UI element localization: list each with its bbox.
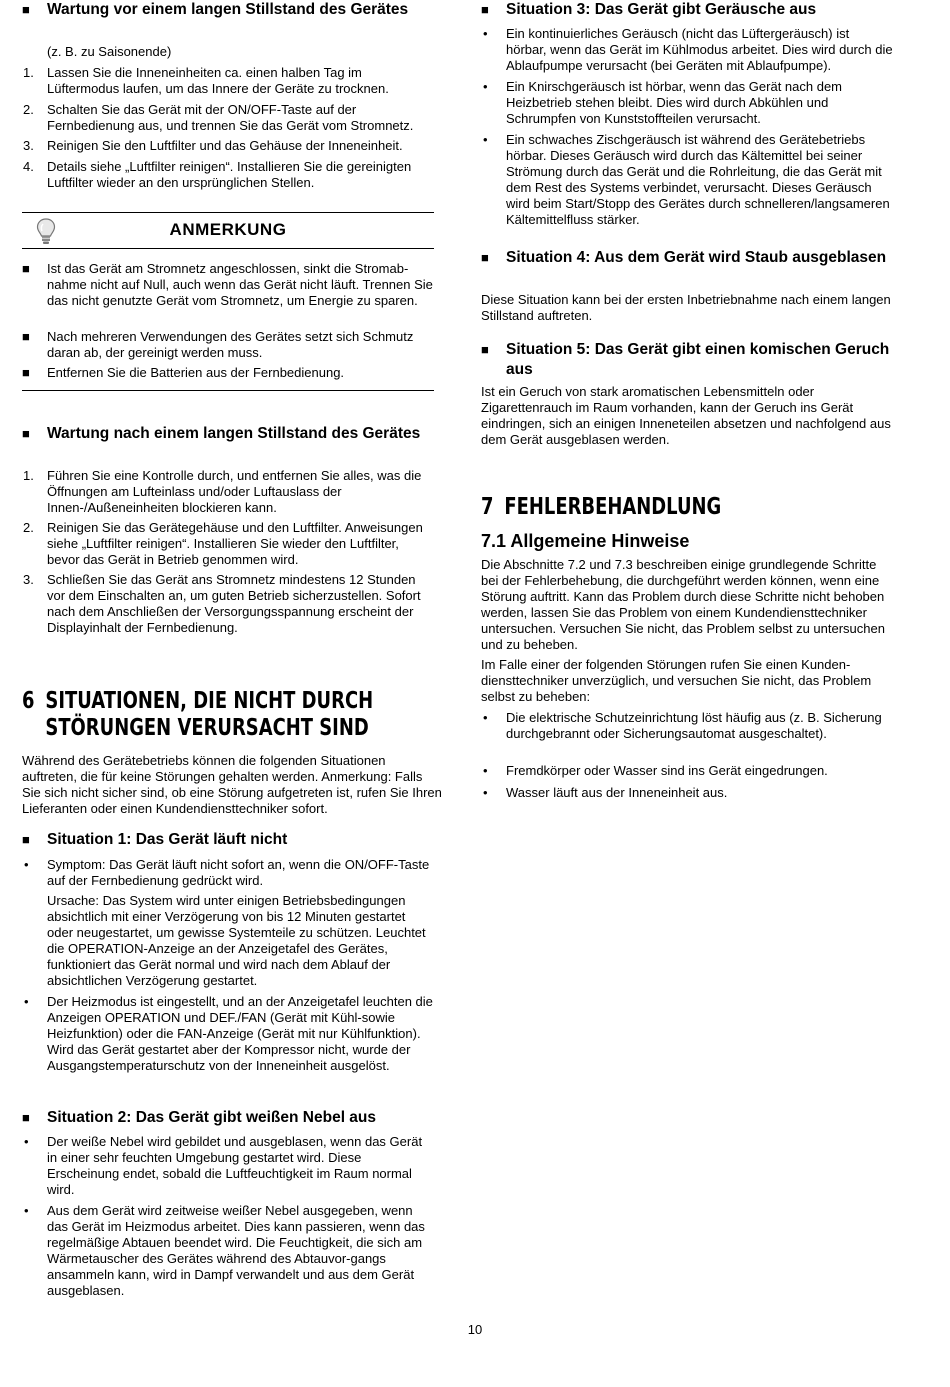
note-title-rule [22,248,434,249]
note-item: ■ Ist das Gerät am Stromnetz angeschlossen, sinkt die Stromab-nahme nicht auf Null, auch wenn das Gerät nicht läuft. Trennen Sie das nicht genutzte Gerät vom Stromnetz, um Energie zu sparen. [22,261,433,308]
bullet-item-continuation: Ursache: Das System wird unter einigen Betriebsbedingungen absichtlich mit einer Verzögerung von bis 12 Minuten gestartet oder neugestartet, um gewisse Systemteile zu schützen. Leuchtet die OPERATION-Anzeige an der Anzeigetafel des Gerätes, funktioniert das Gerät normal und wird nach dem Ablauf der absichtlichen Verzögerung gestartet. [47,893,426,988]
heading-situation-3: ■ Situation 3: Das Gerät gibt Geräusche aus [481,1,817,18]
bullet-item: • Ein kontinuierliches Geräusch (nicht das Lüftergeräusch) ist hörbar, wenn das Gerät im Kühlmodus arbeitet. Dies wird durch die Ablaufpumpe verursacht (bei Geräten mit Ablaufpumpe). [483,26,893,73]
bullet-item: • Ein Knirschgeräusch ist hörbar, wenn das Gerät nach dem Heizbetrieb stehen bleibt. Dies wird durch Abkühlen und Schrumpfen von Kunststoffteilen verursacht. [483,79,843,126]
situation-5-text: Ist ein Geruch von stark aromatischen Lebensmitteln oder Zigarettenrauch im Raum vorhanden, kann der Geruch ins Gerät eindringen, sich an einigen Inneneteilen absetzen und nachfolgend aus dem Gerät ausgeblasen werden. [481,384,891,447]
note-item: ■ Nach mehreren Verwendungen des Gerätes setzt sich Schmutz daran ab, der gereinigt werden muss. [22,329,414,360]
bullet-item: • Der weiße Nebel wird gebildet und ausgeblasen, wenn das Gerät in einer sehr feuchten Umgebung gestartet wird. Diese Erscheinung endet, sobald die Luftfeuchtigkeit im Raum normal wird. [24,1134,423,1197]
note-item: ■ Entfernen Sie die Batterien aus der Fernbedienung. [22,365,345,380]
list-item: 4. Details siehe „Luftfilter reinigen“. Installieren Sie die gereinigten Luftfilter wieder an den ursprünglichen Stellen. [23,159,412,190]
bullet-item: • Der Heizmodus ist eingestellt, und an der Anzeigetafel leuchten die Anzeigen OPERATION und DEF./FAN (Gerät mit Kühl-sowie Heizfunktion) oder die FAN-Anzeige (Gerät mit nur Kühlfunktion). Wird das Gerät gestartet aber der Kompressor nicht, wurde der Ausgangstemperaturschutz von der Inneneinheit ausgelöst. [24,994,433,1073]
section-7-1-paragraph-2: Im Falle einer der folgenden Störungen rufen Sie einen Kunden-diensttechniker unverzüglich, und versuchen Sie nicht, das Problem selbst zu beheben: [481,657,872,704]
bullet-item: • Symptom: Das Gerät läuft nicht sofort an, wenn die ON/OFF-Taste auf der Fernbedienung gedrückt wird. [24,857,430,888]
heading-situation-4: ■ Situation 4: Aus dem Gerät wird Staub ausgeblasen [481,249,887,266]
bullet-item: • Aus dem Gerät wird zeitweise weißer Nebel ausgegeben, wenn das Gerät im Heizmodus arbeitet. Dies kann passieren, wenn das regelmäßige Abtauen beendet wird. Die Feuchtigkeit, die sich am Wärmetauscher des Gerätes während des Abtauvor-gangs ansammeln kann, wird in Dampf verwandelt und aus dem Gerät ausgeblasen. [24,1203,425,1298]
bullet-item: • Fremdkörper oder Wasser sind ins Gerät eingedrungen. [483,763,828,778]
chapter-6-title-line-1: 6 SITUATIONEN, DIE NICHT DURCH [22,688,374,714]
heading-maintenance-before-standstill: ■ Wartung vor einem langen Stillstand des Gerätes [22,1,409,18]
heading-situation-1: ■ Situation 1: Das Gerät läuft nicht [22,831,288,848]
heading-maintenance-after-standstill: ■ Wartung nach einem langen Stillstand des Gerätes [22,425,421,442]
bullet-item: • Wasser läuft aus der Inneneinheit aus. [483,785,728,800]
list-item: 2. Schalten Sie das Gerät mit der ON/OFF-Taste auf der Fernbedienung aus, und trennen Sie das Gerät vom Stromnetz. [23,102,414,133]
list-item: 3. Schließen Sie das Gerät ans Stromnetz mindestens 12 Stunden vor dem Einschalten an, um guten Betrieb sicherzustellen. Sofort nach dem Anschließen der Versorgungsspannung erscheint der Displayinhalt der Fernbedienung. [23,572,421,635]
section-7-1-heading: 7.1 Allgemeine Hinweise [481,531,690,551]
list-item: 2. Reinigen Sie das Gerätegehäuse und den Luftfilter. Anweisungen siehe „Luftfilter reinigen“. Installieren Sie wieder den Luftfilter, bevor das Gerät in Betrieb genommen wird. [23,520,423,567]
heading-situation-2: ■ Situation 2: Das Gerät gibt weißen Nebel aus [22,1109,377,1126]
page-number: 10 [467,1322,483,1337]
square-bullet-icon: ■ [22,2,30,17]
note-bottom-rule [22,390,434,391]
chapter-6-intro: Während des Gerätebetriebs können die folgenden Situationen auftreten, die für keine Störungen gehalten werden. Anmerkung: Falls Sie sich nicht sicher sind, ob eine Störung aufgetreten ist, rufen Sie Ihren Lieferanten oder einen Kundendiensttechniker sofort. [22,753,442,816]
bullet-item: • Die elektrische Schutzeinrichtung löst häufig aus (z. B. Sicherung durchgebrannt oder Sicherungsautomat ausgeschaltet). [483,710,882,741]
subtitle-season-end: (z. B. zu Saisonende) [47,44,172,59]
bullet-item: • Ein schwaches Zischgeräusch ist während des Gerätebetriebs hörbar. Dieses Geräusch wird durch das Kältemittel bei seiner Strömung durch das Gerät und die Rohrleitung, die das Gerät mit dem Rest des Systems verbindet, verursacht. Dieses Geräusch wird beim Start/Stopp des Gerätes durch schnelleren/langsameren Kältemittelfluss stärker. [483,132,890,227]
section-7-1-paragraph-1: Die Abschnitte 7.2 und 7.3 beschreiben einige grundlegende Schritte bei der Fehlerbehebung, die durchgeführt werden können, wenn eine Störung auftritt. Kann das Problem durch diese Schritte nicht behoben werden, lassen Sie das Problem von einem Kundendiensttechniker untersuchen. Versuchen Sie nicht, das Problem selbst zu untersuchen und zu beheben. [481,557,885,652]
chapter-7-title: 7 FEHLERBEHANDLUNG [481,494,722,520]
situation-4-text: Diese Situation kann bei der ersten Inbetriebnahme nach einem langen Stillstand auftreten. [481,292,891,323]
list-item: 1. Führen Sie eine Kontrolle durch, und entfernen Sie alles, was die Öffnungen am Lufteinlass und/oder Luftauslass der Innen-/Außeneinheiten blockieren kann. [23,468,422,515]
list-item: 3. Reinigen Sie den Luftfilter und das Gehäuse der Inneneinheit. [23,138,403,153]
chapter-6-title-line-2: STÖRUNGEN VERURSACHT SIND [45,715,369,741]
note-top-rule [22,212,434,213]
list-item: 1. Lassen Sie die Inneneinheiten ca. einen halben Tag im Lüftermodus laufen, um das Innere der Geräte zu trocknen. [23,65,389,96]
note-title: ANMERKUNG [169,220,287,239]
heading-situation-5: ■ Situation 5: Das Gerät gibt einen komischen Geruch aus [481,341,890,378]
